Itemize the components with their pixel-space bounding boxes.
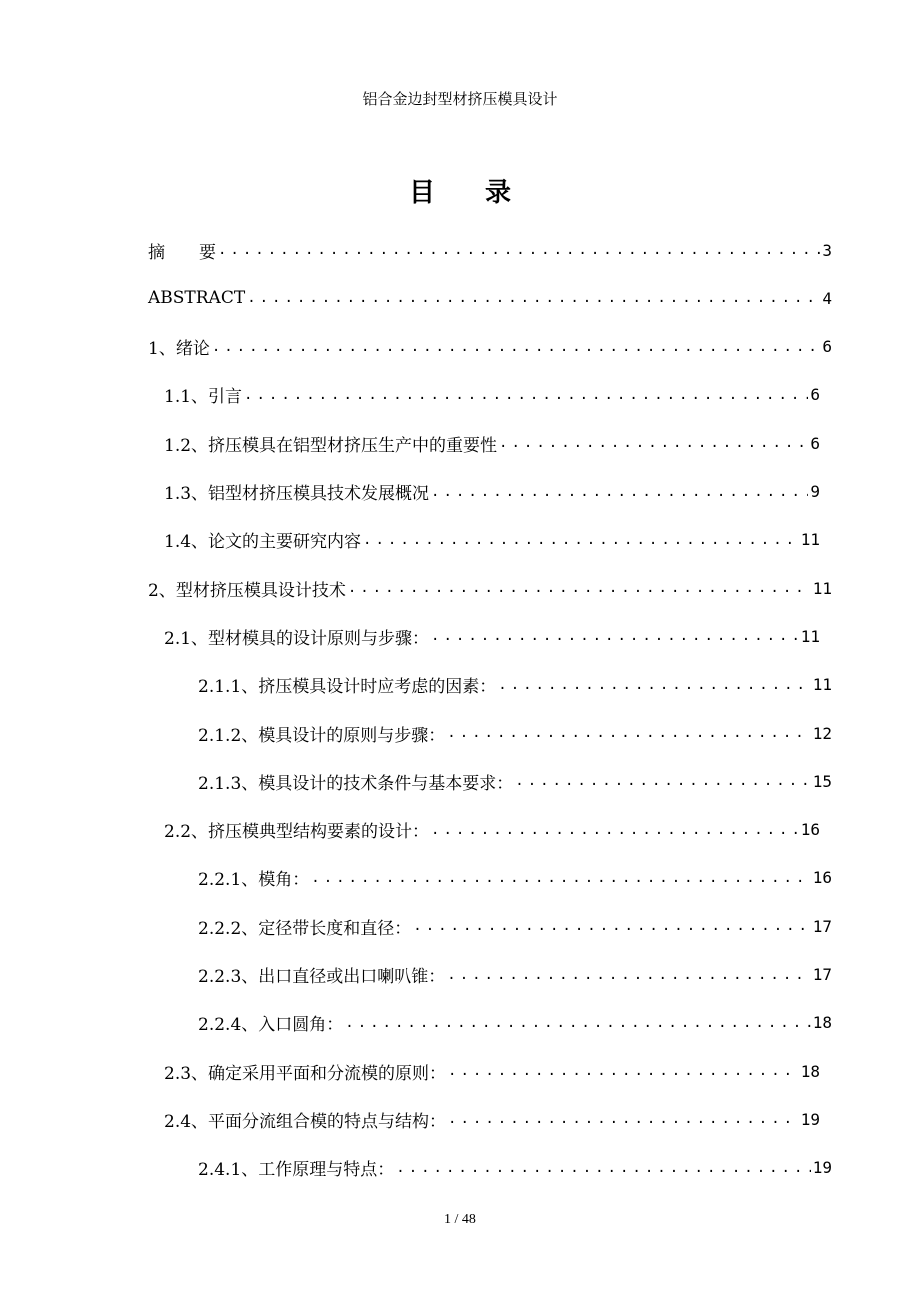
toc-entry[interactable]	[198, 709, 832, 757]
toc-entry-label: 1.4、论文的主要研究内容	[164, 532, 362, 553]
toc-leader-dots	[413, 918, 810, 934]
toc-entry[interactable]	[198, 951, 832, 999]
toc-entry-page: 18	[812, 1013, 832, 1033]
toc-entry-label: 1.2、挤压模具在铝型材挤压生产中的重要性	[164, 435, 498, 456]
toc-entry-page: 18	[800, 1061, 820, 1081]
toc-entry-page: 19	[812, 1158, 832, 1178]
toc-entry[interactable]	[148, 323, 832, 371]
toc-leader-dots	[363, 532, 799, 548]
toc-leader-dots	[448, 1063, 799, 1079]
toc-entry[interactable]	[198, 757, 832, 805]
toc-entry-label: 2.2、挤压模典型结构要素的设计：	[164, 822, 430, 843]
toc-leader-dots	[218, 242, 820, 258]
toc-entry-label: 摘 要	[148, 242, 216, 263]
toc-entry-label: 2.4.1、工作原理与特点：	[198, 1160, 395, 1181]
toc-entry[interactable]	[148, 226, 832, 274]
toc-entry[interactable]	[198, 999, 832, 1047]
toc-leader-dots	[447, 725, 810, 741]
toc-entry-page: 11	[812, 675, 832, 695]
toc-leader-dots	[448, 1111, 799, 1127]
toc-leader-dots	[431, 628, 799, 644]
toc-entry[interactable]	[164, 612, 820, 660]
toc-entry-page: 11	[800, 626, 820, 646]
toc-entry-page: 15	[812, 771, 832, 791]
toc-entry-label: 2.1.2、模具设计的原则与步骤：	[198, 725, 446, 746]
toc-leader-dots	[515, 773, 810, 789]
toc-leader-dots	[431, 822, 799, 838]
toc-entry-page: 6	[810, 433, 820, 453]
toc-leader-dots	[447, 967, 810, 983]
toc-entry[interactable]	[164, 806, 820, 854]
toc-entry-page: 17	[812, 965, 832, 984]
toc-entry-page: 6	[810, 385, 820, 405]
toc-leader-dots	[499, 435, 808, 451]
toc-entry-label: 2、型材挤压模具设计技术	[148, 580, 346, 601]
toc-leader-dots	[345, 1015, 810, 1031]
toc-entry-page: 11	[812, 578, 832, 598]
toc-leader-dots	[212, 339, 821, 355]
toc-entry[interactable]	[164, 468, 820, 516]
toc-entry-label: 1、绪论	[148, 339, 210, 360]
toc-entry[interactable]	[164, 419, 820, 467]
toc-entry[interactable]	[148, 274, 832, 322]
toc-entry-label: 2.1.1、挤压模具设计时应考虑的因素：	[198, 677, 497, 698]
toc-entry[interactable]	[198, 854, 832, 902]
toc-entry-label: 2.1.3、模具设计的技术条件与基本要求：	[198, 773, 514, 794]
toc-entry[interactable]	[164, 371, 820, 419]
toc-entry-page: 19	[800, 1109, 820, 1129]
toc-entry-page: 17	[812, 916, 832, 936]
toc-leader-dots	[431, 484, 808, 500]
toc-entry[interactable]	[198, 902, 832, 950]
toc-leader-dots	[498, 677, 810, 693]
running-header: 铝合金边封型材挤压模具设计	[362, 90, 558, 108]
toc-entry-page: 9	[810, 482, 820, 501]
toc-entry-label: 1.1、引言	[164, 387, 243, 408]
toc-entry-label: 2.2.1、模角：	[198, 870, 310, 891]
toc-leader-dots	[396, 1160, 810, 1176]
toc-entry-label: 2.2.2、定径带长度和直径：	[198, 918, 412, 939]
toc-entry-page: 6	[822, 337, 832, 357]
toc-entry-label: 2.2.4、入口圆角：	[198, 1015, 344, 1036]
toc-leader-dots	[348, 580, 811, 596]
toc-entry-page: 11	[800, 530, 820, 550]
toc-leader-dots	[311, 870, 810, 886]
toc-entry[interactable]	[198, 661, 832, 709]
toc-entry-label: 2.2.3、出口直径或出口喇叭锥：	[198, 967, 446, 987]
toc-entry-label: 1.3、铝型材挤压模具技术发展概况	[164, 484, 430, 504]
toc-entry[interactable]	[148, 564, 832, 612]
toc-entry-page: 12	[812, 723, 832, 743]
toc-entry-label: 2.4、平面分流组合模的特点与结构：	[164, 1111, 447, 1132]
page-number: 1 / 48	[444, 1212, 476, 1227]
toc-entry-page: 3	[822, 240, 832, 260]
toc-entry-page: 4	[822, 288, 832, 308]
toc-entry-page: 16	[812, 868, 832, 888]
toc-entry[interactable]	[164, 1095, 820, 1143]
toc-entry[interactable]	[198, 1144, 832, 1192]
toc-entry-page: 16	[800, 820, 820, 840]
toc-entry-label: 2.1、型材模具的设计原则与步骤：	[164, 628, 430, 649]
toc-entry[interactable]	[164, 516, 820, 564]
toc-entry-label: ABSTRACT	[148, 288, 246, 309]
toc-entry-label: 2.3、确定采用平面和分流模的原则：	[164, 1063, 447, 1084]
toc-title: 目录	[408, 178, 561, 208]
toc-entry[interactable]	[164, 1047, 820, 1095]
toc-leader-dots	[244, 387, 808, 403]
toc-leader-dots	[247, 290, 820, 306]
